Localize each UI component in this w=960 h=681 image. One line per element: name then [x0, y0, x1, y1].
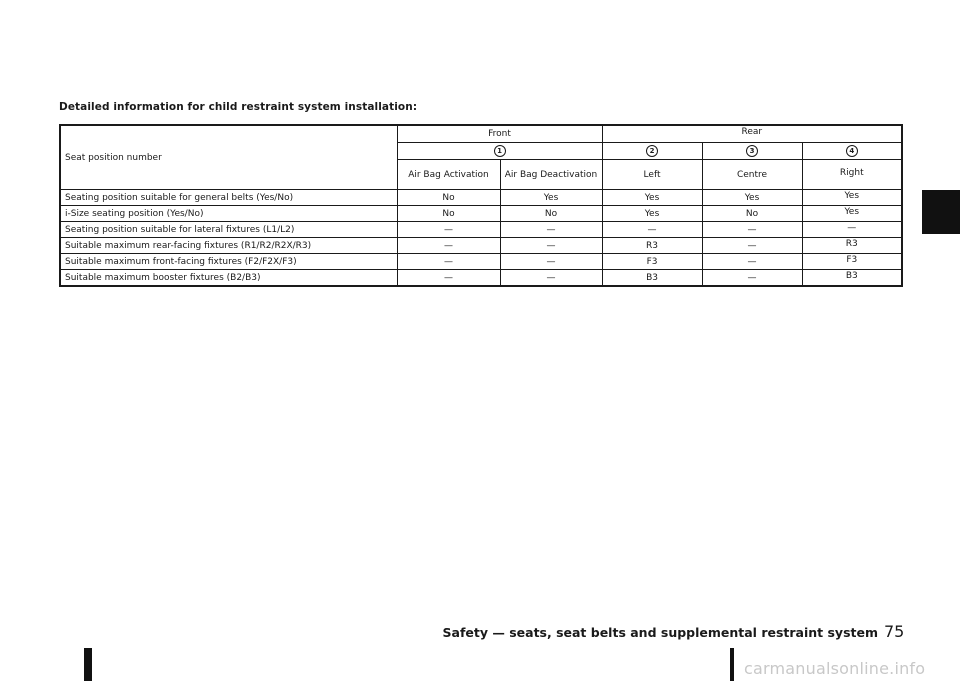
cell: — [802, 222, 902, 238]
table-row [60, 206, 902, 222]
cell: — [702, 238, 802, 254]
seat-number-3 [702, 143, 802, 160]
cell: — [702, 270, 802, 287]
seat-number-3-badge: 3 [746, 145, 758, 157]
cell: R3 [602, 238, 702, 254]
cell: — [702, 254, 802, 270]
seat-number-1-badge: 1 [494, 145, 506, 157]
footer-section-title: Safety — seats, seat belts and supplemental restraint system [442, 625, 878, 640]
rear-header: Rear [602, 125, 902, 143]
row-label: i-Size seating position (Yes/No) [60, 206, 397, 222]
row-label: Suitable maximum front-facing fixtures (F2/F2X/F3) [60, 254, 397, 270]
table-row [60, 254, 902, 270]
table-row [60, 190, 902, 206]
child-restraint-table [59, 124, 903, 287]
cell: Yes [602, 206, 702, 222]
subheader-airbag-activation: Air Bag Activation [397, 160, 500, 190]
seat-position-label: Seat position number [60, 125, 397, 190]
cell: — [500, 254, 602, 270]
table-row [60, 222, 902, 238]
crop-mark-right [730, 648, 734, 681]
cell: F3 [802, 254, 902, 270]
seat-number-1 [397, 143, 602, 160]
page-number: 75 [884, 622, 905, 641]
seat-number-2 [602, 143, 702, 160]
cell: B3 [802, 270, 902, 287]
cell: No [397, 190, 500, 206]
cell: Yes [802, 190, 902, 206]
chapter-tab-marker [922, 190, 960, 234]
cell: Yes [702, 190, 802, 206]
cell: — [397, 238, 500, 254]
cell: — [602, 222, 702, 238]
subheader-left: Left [602, 160, 702, 190]
cell: No [500, 206, 602, 222]
cell: R3 [802, 238, 902, 254]
cell: — [397, 270, 500, 287]
subheader-right: Right [802, 160, 902, 190]
cell: Yes [602, 190, 702, 206]
subheader-centre: Centre [702, 160, 802, 190]
cell: — [397, 222, 500, 238]
seat-number-2-badge: 2 [646, 145, 658, 157]
seat-number-4 [802, 143, 902, 160]
cell: No [397, 206, 500, 222]
watermark: carmanualsonline.info [744, 659, 926, 678]
cell: — [702, 222, 802, 238]
section-heading: Detailed information for child restraint system installation: [59, 101, 418, 113]
cell: Yes [802, 206, 902, 222]
crop-mark-left [84, 648, 92, 681]
table-row [60, 270, 902, 287]
cell: Yes [500, 190, 602, 206]
cell: F3 [602, 254, 702, 270]
subheader-airbag-deactivation: Air Bag Deactivation [500, 160, 602, 190]
seat-number-4-badge: 4 [846, 145, 858, 157]
cell: — [397, 254, 500, 270]
row-label: Suitable maximum booster fixtures (B2/B3) [60, 270, 397, 287]
cell: B3 [602, 270, 702, 287]
row-label: Suitable maximum rear-facing fixtures (R1/R2/R2X/R3) [60, 238, 397, 254]
cell: — [500, 238, 602, 254]
front-header: Front [397, 125, 602, 143]
cell: No [702, 206, 802, 222]
table-row [60, 238, 902, 254]
cell: — [500, 222, 602, 238]
row-label: Seating position suitable for lateral fixtures (L1/L2) [60, 222, 397, 238]
cell: — [500, 270, 602, 287]
row-label: Seating position suitable for general belts (Yes/No) [60, 190, 397, 206]
